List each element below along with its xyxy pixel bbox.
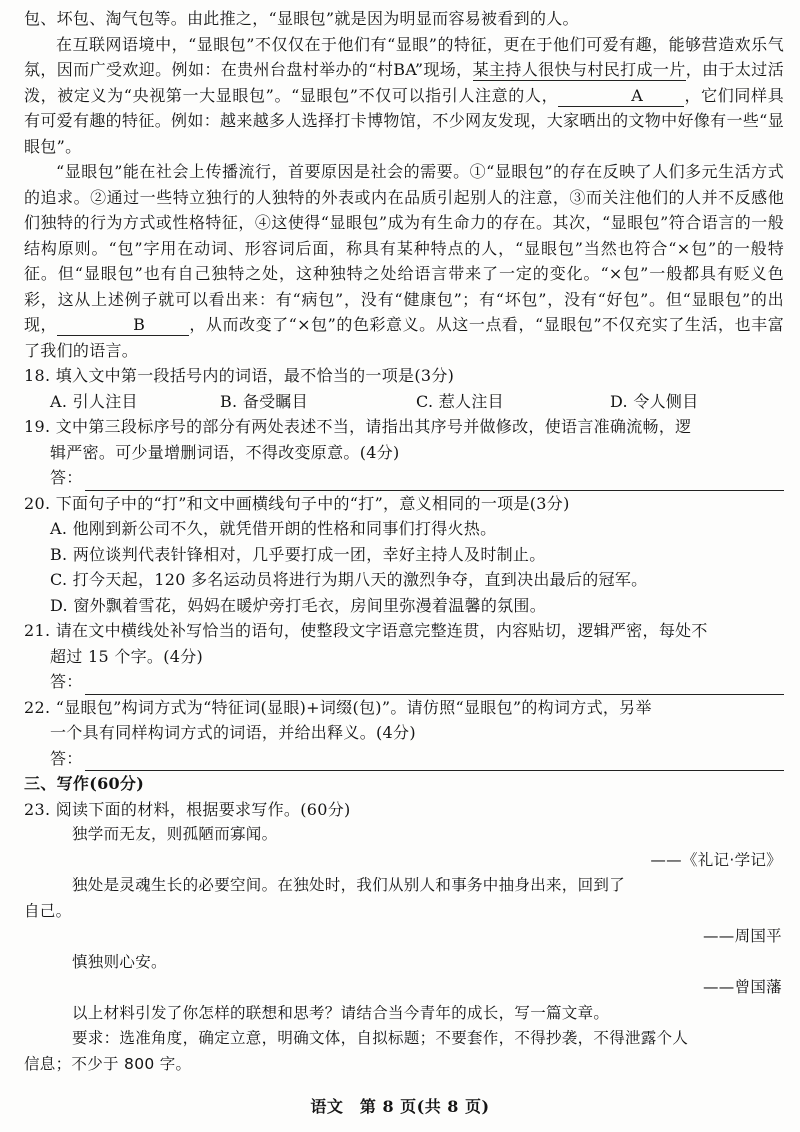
blank-a[interactable]: A [558,86,684,107]
q19-answer-line[interactable] [85,470,784,491]
q21-answer-label: 答： [50,672,83,691]
q18-option-d[interactable]: D. 令人侧目 [610,391,699,411]
question-19-stem-line1: 19. 文中第三段标序号的部分有两处表述不当，请指出其序号并做修改，使语言准确流畅，逻 [24,417,692,436]
q20-option-a[interactable]: A. 他刚到新公司不久，就凭借开朗的性格和同事们打得火热。 [50,519,497,538]
passage-paragraph-3 [24,159,784,363]
question-23-stem: 23. 阅读下面的材料，根据要求写作。(60分) [24,799,351,819]
question-21-stem-line2: 超过 15 个字。(4分) [50,646,204,666]
question-22-stem-line1: 22. “显眼包”构词方式为“特征词(显眼)+词缀(包)”。请仿照“显眼包”的构词方式，另举 [24,697,652,717]
material-quote-2-line1: 独处是灵魂生长的必要空间。在独处时，我们从别人和事务中抽身出来，回到了 [72,876,626,894]
q22-answer-line[interactable] [85,750,784,771]
question-19-stem-line2: 辑严密。可少量增删词语，不得改变原意。(4分) [50,442,400,462]
p3-text-2: ，从而改变了“×包”的色彩意义。从这一点看，“显眼包”不仅充实了生活，也丰富了我们的语言。 [24,315,784,360]
p2-text-1: 在互联网语境中，“显眼包”不仅仅在于他们有“显眼”的特征，更在于他们可爱有趣，能够营造欢乐气氛，因而广受欢迎。例如：在贵州台盘村举办的“村BA”现场， [24,34,784,79]
q20-option-d[interactable]: D. 窗外飘着雪花，妈妈在暖炉旁打毛衣，房间里弥漫着温馨的氛围。 [50,595,547,615]
question-21-stem-line1: 21. 请在文中横线处补写恰当的语句，使整段文字语意完整连贯，内容贴切，逻辑严密，每处不 [24,621,708,640]
material-source-1: ——《礼记·学记》 [650,850,782,869]
q22-answer-label: 答： [50,748,83,768]
question-22-stem-line2: 一个具有同样构词方式的词语，并给出释义。(4分) [50,723,416,742]
blank-b[interactable]: B [57,315,189,336]
p3-text-1: “显眼包”能在社会上传播流行，首要原因是社会的需要。①“显眼包”的存在反映了人们多元生活方式的追求。②通过一些特立独行的人独特的外表或内在品质引起别人的注意，③而关注他们的人并不反感他们独特的行为方式或性格特征，④这使得“显眼包”成为有生命力的存在。其次，“显眼包”符合语言的一般结构原则。“包”字用在动词、形容词后面，称具有某种特点的人，“显眼包”当然也符合“×包”的一般特征。但“显眼包”也有自己独特之处，这种独特之处给语言带来了一定的变化。“×包”一般都具有贬义色彩，这从上述例子就可以看出来：有“病包”，没有“健康包”；有“坏包”，没有“好包”。但“显眼包”的出现， [24,162,784,334]
writing-section-title: 三、写作(60分) [24,774,145,793]
q18-option-c[interactable]: C. 惹人注目 [416,391,504,411]
page-content [24,6,784,1077]
q20-option-c[interactable]: C. 打今天起，120 多名运动员将进行为期八天的激烈争夺，直到决出最后的冠军。 [50,570,648,589]
material-source-3: ——曾国藩 [702,978,782,996]
q21-answer-line[interactable] [85,674,784,695]
material-quote-2-line2: 自己。 [24,901,72,920]
material-source-2: ——周国平 [702,927,782,945]
writing-prompt: 以上材料引发了你怎样的联想和思考？请结合当今青年的成长，写一篇文章。 [72,1003,610,1022]
q19-answer-label: 答： [50,468,83,487]
q20-option-b[interactable]: B. 两位谈判代表针锋相对，几乎要打成一团，幸好主持人及时制止。 [50,544,546,564]
question-20-stem: 20. 下面句子中的“打”和文中画横线句子中的“打”，意义相同的一项是(3分) [24,493,570,513]
writing-requirements-line1: 要求：选准角度，确定立意，明确文体，自拟标题；不要套作，不得抄袭，不得泄露个人 [72,1029,689,1047]
page-footer: 语文 第 8 页(共 8 页) [310,1097,490,1116]
passage-paragraph-2 [24,32,784,160]
question-19-answer [24,465,784,491]
p2-text-3: ，它们同样具有可爱有趣的特征。例如：越来越多人选择打卡博物馆，不少网友发现，大家晒出的文物中好像有一些“显眼包”。 [24,85,784,156]
passage-paragraph-1-tail: 包、坏包、淘气包等。由此推之，“显眼包”就是因为明显而容易被看到的人。 [24,9,579,28]
writing-requirements-line2: 信息；不少于 800 字。 [24,1054,192,1073]
p2-text-2: ，由于太过活泼，被定义为“央视第一大显眼包”。“显眼包”不仅可以指引人注意的人， [24,60,784,105]
material-quote-3: 慎独则心安。 [72,952,167,971]
question-18-stem: 18. 填入文中第一段括号内的词语，最不恰当的一项是(3分) [24,366,455,385]
q18-option-b[interactable]: B. 备受瞩目 [220,391,309,411]
q18-option-a[interactable]: A. 引人注目 [50,391,138,411]
material-quote-1: 独学而无友，则孤陋而寡闻。 [72,825,278,843]
underlined-sentence: 某主持人很快与村民打成一片 [472,60,686,79]
question-18-options [24,389,784,415]
question-22-answer [24,746,784,772]
question-21-answer [24,669,784,695]
